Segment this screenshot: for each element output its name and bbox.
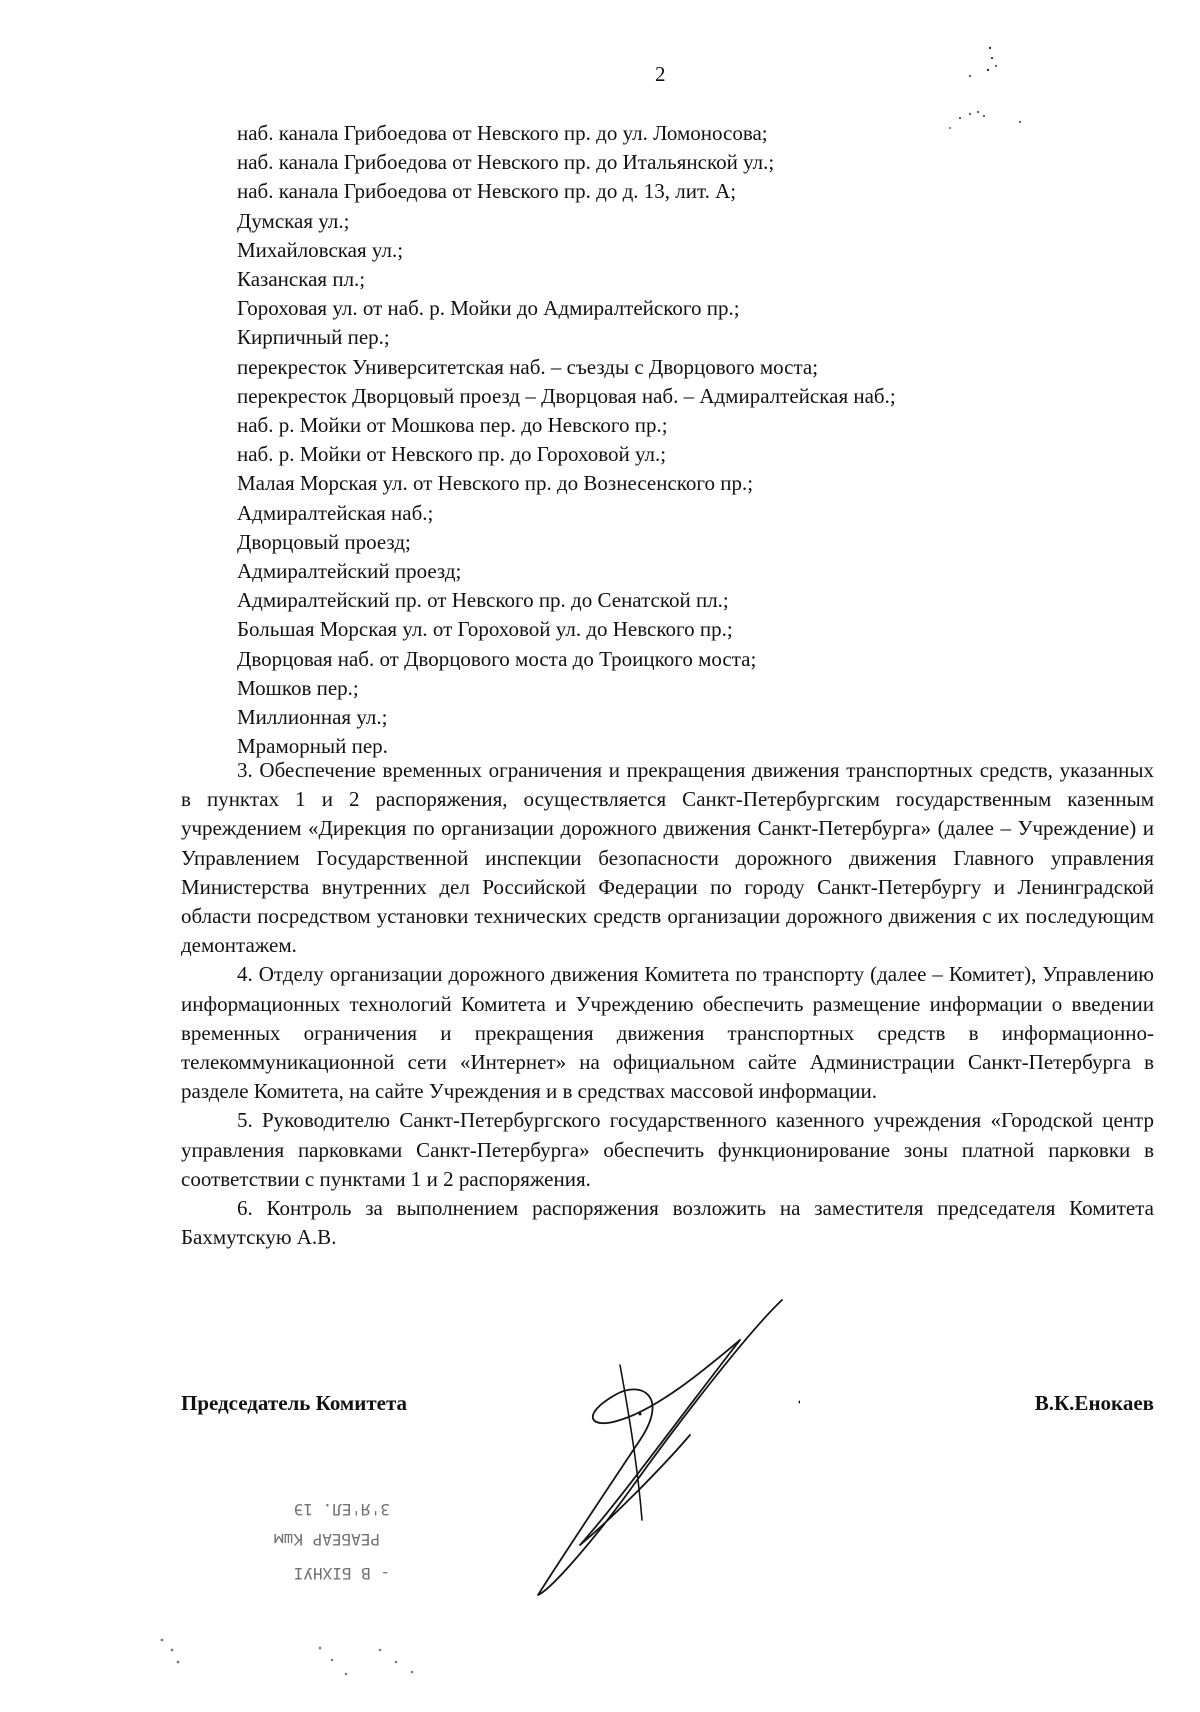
street-list <box>237 119 896 761</box>
handwritten-signature <box>520 1270 800 1600</box>
list-item: наб. канала Грибоедова от Невского пр. до д. 13, лит. А; <box>237 179 737 204</box>
document-body <box>181 756 1154 1252</box>
svg-text:- В БІХНУІ: - В БІХНУІ <box>293 1564 390 1583</box>
paragraph-5: 5. Руководителю Санкт-Петербургского государственного казенного учреждения «Городской центр управления парковками Санкт-Петербурга» обеспечить функционирование зоны платной парковки в соответствии с пунктами 1 и 2 распоряжения. <box>181 1108 1154 1191</box>
list-item: Мошков пер.; <box>237 675 359 700</box>
list-item: Малая Морская ул. от Невского пр. до Вознесенского пр.; <box>237 471 754 496</box>
list-item: Михайловская ул.; <box>237 237 404 262</box>
list-item: Дворцовая наб. от Дворцового моста до Троицкого моста; <box>237 646 757 671</box>
list-item: Адмиралтейская наб.; <box>237 500 434 525</box>
list-item: перекресток Дворцовый проезд – Дворцовая наб. – Адмиралтейская наб.; <box>237 383 896 408</box>
paragraph-3: 3. Обеспечение временных ограничения и прекращения движения транспортных средств, указанных в пунктах 1 и 2 распоряжения, осуществляется Санкт-Петербургским государственным казенным учреждением «Дирекция по организации дорожного движения Санкт-Петербурга» (далее – Учреждение) и Управлением Государственной инспекции безопасности дорожного движения Главного управления Министерства внутренних дел Российской Федерации по городу Санкт-Петербургу и Ленинградской области посредством установки технических средств организации дорожного движения с их последующим демонтажем. <box>181 758 1154 958</box>
list-item: наб. р. Мойки от Мошкова пер. до Невского пр.; <box>237 413 668 438</box>
list-item: Гороховая ул. от наб. р. Мойки до Адмиралтейского пр.; <box>237 296 740 321</box>
signatory-position: Председатель Комитета <box>181 1391 408 1415</box>
scan-specks <box>930 40 1050 140</box>
list-item: Кирпичный пер.; <box>237 325 390 350</box>
list-item: Большая Морская ул. от Гороховой ул. до Невского пр.; <box>237 617 733 642</box>
list-item: Казанская пл.; <box>237 267 366 292</box>
list-item: Адмиралтейский проезд; <box>237 559 462 584</box>
svg-text:З'Я'ЕЛ. 1Э: З'Я'ЕЛ. 1Э <box>293 1500 390 1519</box>
signatory-name: В.К.Енокаев <box>1034 1391 1154 1415</box>
list-item: перекресток Университетская наб. – съезды с Дворцового моста; <box>237 354 819 379</box>
list-item: наб. р. Мойки от Невского пр. до Гороховой ул.; <box>237 442 667 467</box>
list-item: Мраморный пер. <box>237 734 388 759</box>
list-item: Адмиралтейский пр. от Невского пр. до Сенатской пл.; <box>237 588 729 613</box>
svg-text:РЕАБЕАР Кшм: РЕАБЕАР Кшм <box>274 1530 380 1549</box>
faded-stamp <box>150 1490 480 1690</box>
paragraph-6: 6. Контроль за выполнением распоряжения возложить на заместителя председателя Комитета Бахмутскую А.В. <box>181 1196 1154 1250</box>
paragraph-4: 4. Отделу организации дорожного движения Комитета по транспорту (далее – Комитет), Управлению информационных технологий Комитета и Учреждению обеспечить размещение информации о введении временных ограничения и прекращения движения транспортных средств в информационно-телекоммуникационной сети «Интернет» на официальном сайте Администрации Санкт-Петербурга в разделе Комитета, на сайте Учреждения и в средствах массовой информации. <box>181 962 1154 1104</box>
list-item: Миллионная ул.; <box>237 705 388 730</box>
list-item: наб. канала Грибоедова от Невского пр. до Итальянской ул.; <box>237 150 775 175</box>
page-number: 2 <box>655 62 666 86</box>
list-item: Дворцовый проезд; <box>237 529 411 554</box>
list-item: наб. канала Грибоедова от Невского пр. до ул. Ломоносова; <box>237 121 768 145</box>
list-item: Думская ул.; <box>237 208 350 233</box>
